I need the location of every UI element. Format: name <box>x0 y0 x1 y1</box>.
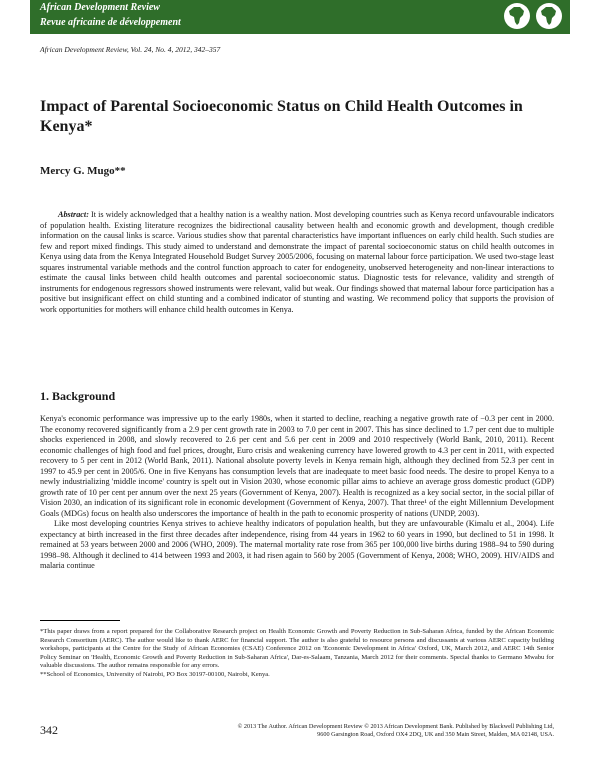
banner-title: African Development Review <box>40 2 160 13</box>
africa-map-icon <box>504 3 530 29</box>
africa-map-icon <box>536 3 562 29</box>
journal-citation: African Development Review, Vol. 24, No. 4, 2012, 342–357 <box>40 45 221 54</box>
abstract-label: Abstract: <box>58 210 89 219</box>
author-name: Mercy G. Mugo** <box>40 165 126 177</box>
copyright-line: © 2013 The Author. African Development Review © 2013 African Development Bank. Published by Blackwell Publishing Ltd, <box>237 723 554 730</box>
abstract-text: It is widely acknowledged that a healthy nation is a wealthy nation. Most developing countries such as Kenya record unfavourable indicators of population health. Existing literature recognizes the bidirectional causality between health and economic growth and development, though credible information on the causal links is scarce. Various studies show that parental characteristics have important influences on early child health. Such studies are few and report mixed findings. This study aimed to understand and demonstrate the impact of parental socioeconomic status on child health outcomes in Kenya using data from the Kenya Integrated Household Budget Survey 2005/2006, focusing on maternal labour force participation. We used two-stage least squares instrumental variable methods and the control function approach to cater for endogeneity, unobserved heterogeneity and non-linear interactions to estimate the causal links between child health outcomes and parental socioeconomic status. Diagnostic tests for relevance, validity and strength of instruments for endogenous regressors showed instruments were relevant, valid but weak. Our findings showed that maternal labour force participation has a positive but insignificant effect on child stunting and a combined indicator of stunting and wasting. We recommend policy that supports the provision of work opportunities for mothers will enhance child health outcomes in Kenya. <box>40 210 554 314</box>
page-number: 342 <box>40 723 58 737</box>
body-paragraph: Kenya's economic performance was impressive up to the early 1980s, when it started to decline, reaching a negative growth rate of −0.3 per cent in 2000. The economy recovered significantly from a 2.9 per cent growth rate in 2003 to 7.0 per cent in 2007. This has since declined to 1.7 per cent due to multiple shocks experienced in 2008, and slowly recovered to 2.6 per cent and 5.6 per cent in 2009 and 2010 respectively (World Bank, 2010, 2011). Recent economic challenges of high food and fuel prices, drought, Euro crisis and weakening currency have lowered growth to 4.3 per cent in 2011, with expected recovery to 5 per cent in 2012 (World Bank, 2011). National absolute poverty levels in Kenya remain high, although they declined from 52.3 per cent in 1997 to 45.9 per cent in 2005/6. One in five Kenyans has consumption levels that are inadequate to meet basic food needs. The desire to propel Kenya to a newly industrializing 'middle income' country is spelt out in Vision 2030, whose economic pillar aims to achieve an average gross domestic product (GDP) growth rate of 10 per cent per annum over the next 25 years (Government of Kenya, 2007). Health is recognized as a key social sector, in the social pillar of Vision 2030, an indication of its significant role in economic development (Government of Kenya, 2007). That three¹ of the eight Millennium Development Goals (MDGs) focus on health also underscores the importance of health in the path to economic prosperity of nations (UNDP, 2003). <box>40 414 554 518</box>
banner-subtitle: Revue africaine de développement <box>40 17 181 28</box>
article-title: Impact of Parental Socioeconomic Status on Child Health Outcomes in Kenya* <box>40 98 523 135</box>
footnote-rule <box>40 620 120 621</box>
body-text <box>40 414 554 572</box>
copyright-line: 9600 Garsington Road, Oxford OX4 2DQ, UK and 350 Main Street, Malden, MA 02148, USA. <box>317 731 554 738</box>
abstract <box>40 210 554 315</box>
banner-logos <box>504 3 562 29</box>
footnote-affiliation: **School of Economics, University of Nairobi, PO Box 30197-00100, Nairobi, Kenya. <box>40 670 270 678</box>
journal-banner <box>30 0 570 34</box>
footnotes <box>40 628 554 679</box>
footnote-funding: *This paper draws from a report prepared for the Collaborative Research project on Health Economic Growth and Poverty Reduction in Sub-Saharan Africa, funded by the African Economic Research Consortium (AERC). The author would like to thank AERC for financial support. The author is also grateful to resource persons and discussants at various AERC capacity building workshops, participants at the Centre for the Study of African Economies (CSAE) Conference 2012 on 'Economic Development in Africa' Oxford, UK, March 2012, and AERC 14th Senior Policy Seminar on 'Health, Economic Growth and Poverty Reduction in Sub-Saharan Africa', Dar-es-Salaam, Tanzania, March 2012 for their comments. Special thanks to Germano Mwabu for valuable discussions. The author remains responsible for any errors. <box>40 628 554 669</box>
section-heading: 1. Background <box>40 389 116 403</box>
body-paragraph: Like most developing countries Kenya strives to achieve healthy indicators of population health, but they are unfavourable (Kimalu et al., 2004). Life expectancy at birth increased in the first three decades after independence, rising from 44 years in 1962 to 60 years in 1990, but declined to 51 in 1998. It remained at 53 years between 2000 and 2006 (WHO, 2009). The maternal mortality rate rose from 365 per 100,000 live births during 1988–94 to 590 during 1998–98. Although it declined to 414 between 1993 and 2003, it had risen again to 560 by 2005 (Government of Kenya, 2008; WHO, 2009). HIV/AIDS and malaria continue <box>40 519 554 570</box>
copyright-notice <box>174 723 554 739</box>
